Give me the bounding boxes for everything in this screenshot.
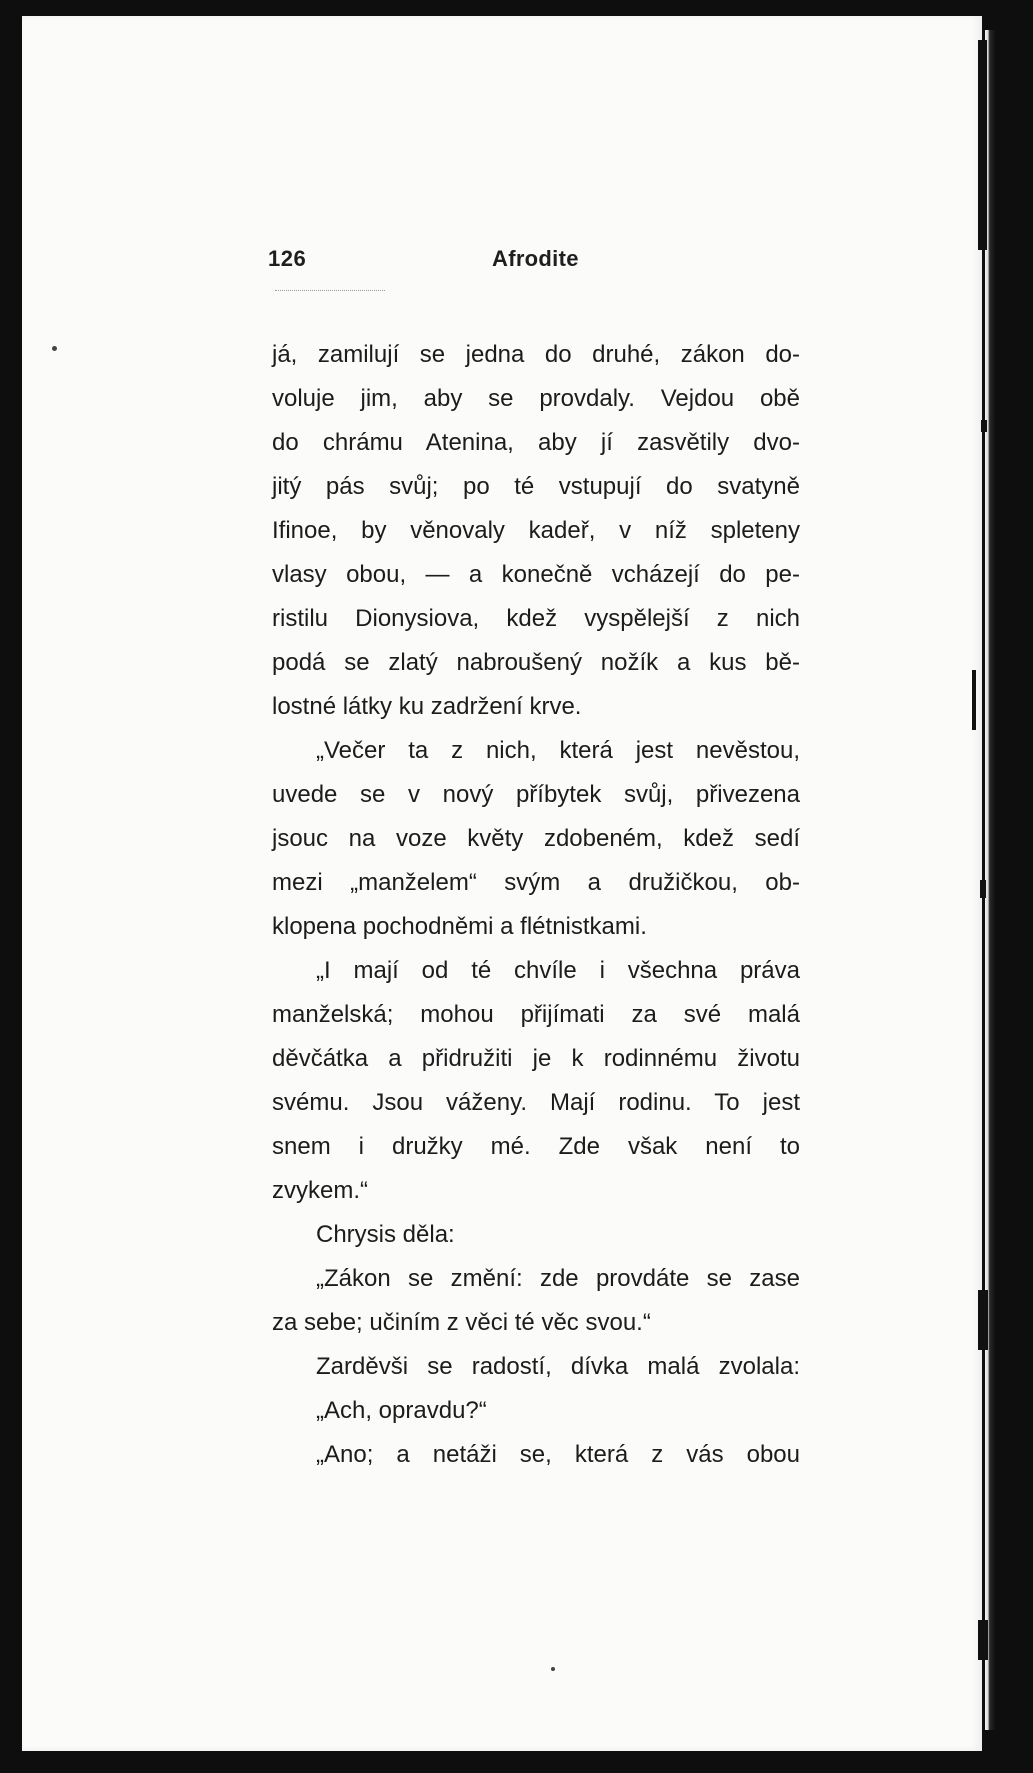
head-rule — [275, 290, 385, 291]
text-line: za sebe; učiním z věci té věc svou.“ — [272, 1309, 651, 1336]
text-line: podá se zlatý nabroušený nožík a kus bě- — [272, 649, 800, 676]
text-line: vlasy obou, — a konečně vcházejí do pe- — [272, 561, 800, 588]
text-line: uvede se v nový příbytek svůj, přivezena — [272, 781, 800, 808]
text-line: do chrámu Atenina, aby jí zasvětily dvo- — [272, 429, 800, 456]
text-line: já, zamilují se jedna do druhé, zákon do- — [272, 341, 800, 368]
text-line: „I mají od té chvíle i všechna práva — [316, 957, 800, 984]
page-number: 126 — [268, 246, 307, 271]
text-line: Ifinoe, by věnovaly kadeř, v níž spleteny — [272, 517, 800, 544]
text-line: „Večer ta z nich, která jest nevěstou, — [316, 737, 800, 764]
book-binding-edge — [985, 30, 995, 1730]
edge-shadow — [981, 420, 987, 432]
edge-shadow — [972, 670, 976, 730]
text-line: jsouc na voze květy zdobeném, kdež sedí — [272, 825, 800, 852]
edge-shadow — [978, 1620, 988, 1660]
text-line: mezi „manželem“ svým a družičkou, ob- — [272, 869, 800, 896]
body-text — [272, 333, 800, 1477]
edge-shadow — [978, 1290, 988, 1350]
text-line: zvykem.“ — [272, 1177, 368, 1204]
text-line: „Zákon se změní: zde provdáte se zase — [316, 1265, 800, 1292]
edge-shadow — [978, 40, 987, 250]
text-line: klopena pochodněmi a flétnistkami. — [272, 913, 647, 940]
text-line: Zarděvši se radostí, dívka malá zvolala: — [316, 1353, 800, 1380]
text-line: manželská; mohou přijímati za své malá — [272, 1001, 800, 1028]
text-line: Chrysis děla: — [316, 1221, 455, 1248]
running-title: Afrodite — [492, 246, 579, 271]
text-line: děvčátka a přidružiti je k rodinnému životu — [272, 1045, 800, 1072]
text-line: svému. Jsou váženy. Mají rodinu. To jest — [272, 1089, 800, 1116]
running-head — [268, 246, 808, 276]
text-line: „Ano; a netáži se, která z vás obou — [316, 1441, 800, 1468]
text-line: voluje jim, aby se provdaly. Vejdou obě — [272, 385, 800, 412]
text-line: lostné látky ku zadržení krve. — [272, 693, 582, 720]
scan-speck — [52, 346, 57, 351]
scan-speck — [551, 1667, 555, 1671]
text-line: „Ach, opravdu?“ — [316, 1397, 487, 1424]
text-line: ristilu Dionysiova, kdež vyspělejší z nich — [272, 605, 800, 632]
text-line: snem i družky mé. Zde však není to — [272, 1133, 800, 1160]
edge-shadow — [980, 880, 986, 898]
text-line: jitý pás svůj; po té vstupují do svatyně — [272, 473, 800, 500]
